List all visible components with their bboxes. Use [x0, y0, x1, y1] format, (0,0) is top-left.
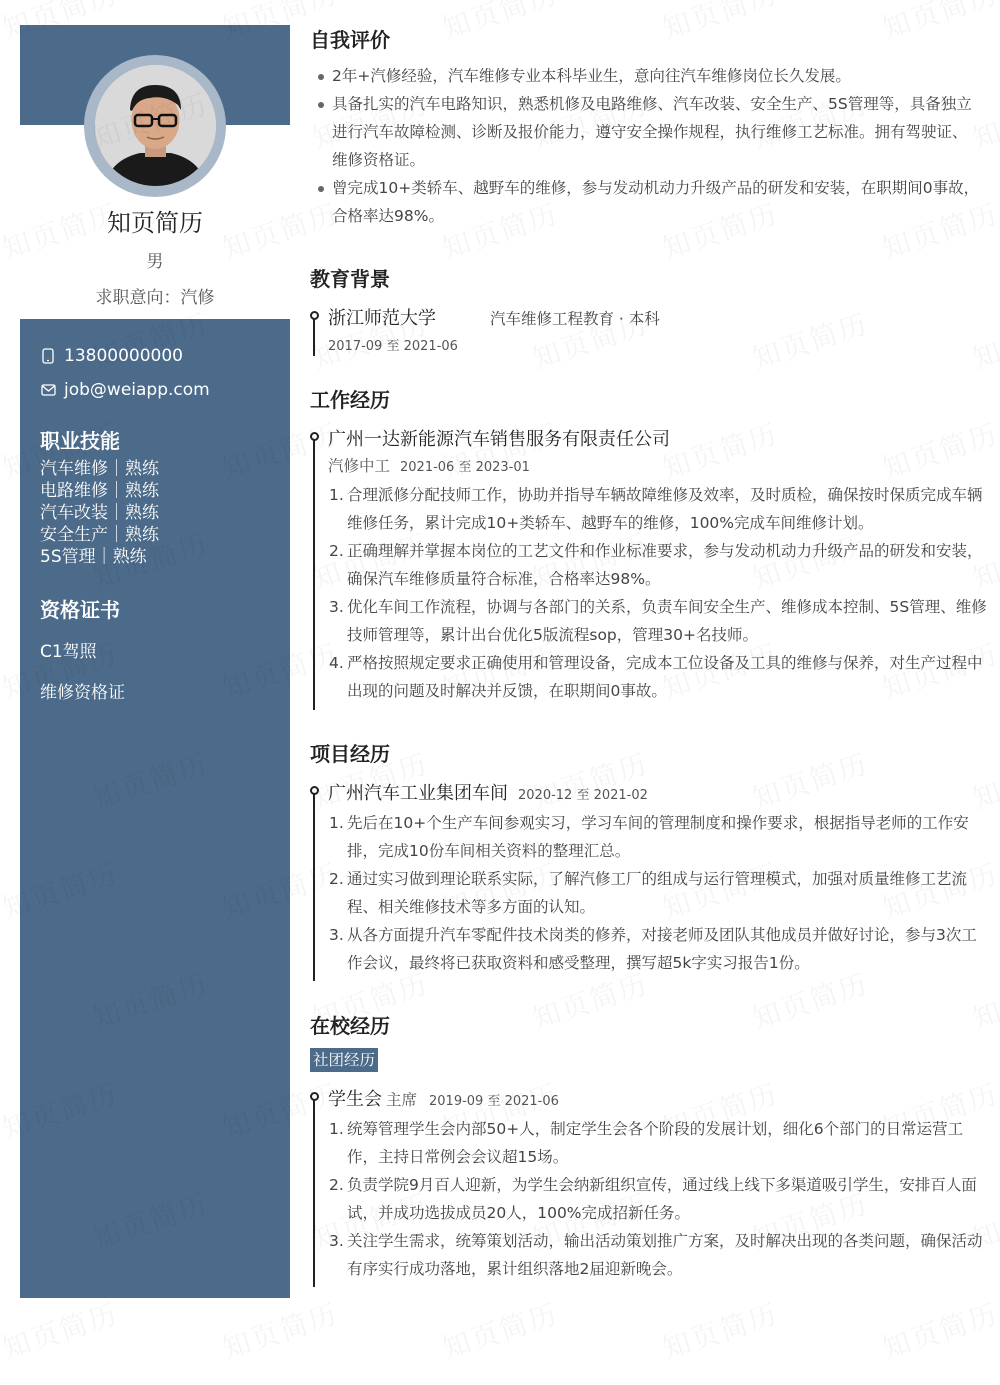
cert-item: C1驾照 — [40, 642, 97, 662]
watermark-text — [747, 742, 874, 817]
mail-icon — [40, 382, 56, 398]
timeline-dot — [310, 432, 319, 441]
work-duties — [329, 481, 987, 705]
skill-item: 汽车改装 ｜熟练 — [40, 503, 159, 523]
skills-list — [40, 458, 159, 568]
skill-item: 5S管理 ｜熟练 — [40, 547, 147, 567]
timeline-line — [313, 791, 315, 981]
watermark-text — [657, 0, 784, 48]
watermark-text — [877, 0, 1000, 48]
certs-title: 资格证书 — [40, 598, 120, 622]
work-entry — [328, 425, 670, 451]
avatar — [95, 65, 216, 186]
skill-item: 汽车维修 ｜熟练 — [40, 459, 159, 479]
project-name: 广州汽车工业集团车间 — [328, 783, 508, 804]
education-entry — [328, 304, 660, 330]
phone-icon — [40, 348, 56, 364]
list-item: 1. 统筹管理学生会内部50+人，制定学生会各个阶段的发展计划，细化6个部门的日常运营工作，主持日常例会会议超15场。 — [329, 1120, 964, 1166]
campus-title: 在校经历 — [310, 1014, 390, 1038]
phone-number: 13800000000 — [64, 346, 183, 366]
email-address: job@weiapp.com — [64, 380, 210, 400]
timeline-line — [313, 1097, 315, 1287]
watermark-text — [967, 302, 1000, 377]
campus-role: 主席 — [386, 1091, 418, 1109]
list-item: 3. 从各方面提升汽车零配件技术岗类的修养，对接老师及团队其他成员并做好讨论，参与3次工作会议，最终将已获取资料和感受整理，撰写超5k字实习报告1份。 — [329, 926, 977, 972]
sidebar — [20, 25, 290, 1298]
list-item: 3. 关注学生需求，统筹策划活动，输出活动策划推广方案，及时解决出现的各类问题，确保活动有序实行成功落地，累计组织落地2届迎新晚会。 — [329, 1232, 983, 1278]
watermark-text — [657, 1292, 784, 1367]
skills-title: 职业技能 — [40, 429, 120, 453]
timeline-dot — [310, 311, 319, 320]
job-role: 汽修中工 — [328, 457, 391, 475]
work-role-row — [328, 454, 530, 476]
work-date: 2021-06 至 2023-01 — [400, 460, 530, 475]
campus-entry — [328, 1085, 559, 1111]
self-eval-title: 自我评价 — [310, 28, 390, 52]
timeline-dot — [310, 786, 319, 795]
skill-item: 电路维修 ｜熟练 — [40, 481, 159, 501]
work-title: 工作经历 — [310, 388, 390, 412]
watermark-text — [877, 412, 1000, 487]
education-date: 2017-09 至 2021-06 — [328, 339, 458, 354]
sidebar-body — [20, 319, 290, 1298]
timeline-line — [313, 316, 315, 356]
school-name: 浙江师范大学 — [328, 308, 436, 329]
education-date-row — [328, 335, 458, 354]
watermark-text — [747, 302, 874, 377]
club-tag: 社团经历 — [310, 1048, 378, 1072]
skill-item: 安全生产 ｜熟练 — [40, 525, 159, 545]
campus-duties — [329, 1115, 987, 1283]
job-intent: 求职意向：汽修 — [95, 288, 215, 308]
project-title: 项目经历 — [310, 742, 390, 766]
list-item: 2. 通过实习做到理论联系实际，了解汽修工厂的组成与运行管理模式，加强对质量维修工艺流程、相关维修技术等多方面的认知。 — [329, 870, 968, 916]
list-item: 2. 负责学院9月百人迎新，为学生会纳新组织宣传，通过线上线下多渠道吸引学生，安排百人面试，并成功选拔成员20人，100%完成招新任务。 — [329, 1176, 977, 1222]
watermark-text — [217, 1292, 344, 1367]
phone-contact — [40, 346, 183, 366]
watermark-text — [0, 1292, 123, 1367]
self-eval-list — [332, 62, 980, 230]
list-item: 3. 优化车间工作流程，协调与各部门的关系，负责车间安全生产、维修成本控制、5S管理、维修技师管理等，累计出台优化5版流程sop，管理30+名技师。 — [329, 598, 987, 644]
company-name: 广州一达新能源汽车销售服务有限责任公司 — [328, 429, 670, 450]
project-date: 2020-12 至 2021-02 — [518, 788, 648, 803]
watermark-text — [657, 412, 784, 487]
candidate-gender: 男 — [146, 252, 164, 272]
cert-item: 维修资格证 — [40, 683, 125, 703]
project-entry — [328, 779, 648, 805]
timeline-line — [313, 437, 315, 710]
list-item: 2年+汽修经验，汽车维修专业本科毕业生，意向往汽车维修岗位长久发展。 — [332, 62, 980, 90]
email-contact — [40, 380, 210, 400]
campus-org: 学生会 — [328, 1089, 382, 1110]
campus-date: 2019-09 至 2021-06 — [429, 1094, 559, 1109]
watermark-text — [437, 0, 564, 48]
watermark-text — [437, 1292, 564, 1367]
list-item: 具备扎实的汽车电路知识，熟悉机修及电路维修、汽车改装、安全生产、5S管理等，具备独立进行汽车故障检测、诊断及报价能力，遵守安全操作规程，执行维修工艺标准。拥有驾驶证、维修资格证。 — [332, 90, 980, 174]
major: 汽车维修工程教育 · 本科 — [490, 310, 660, 328]
list-item: 4. 严格按照规定要求正确使用和管理设备，完成本工位设备及工具的维修与保养，对生产过程中出现的问题及时解决并反馈，在职期间0事故。 — [329, 654, 983, 700]
list-item: 2. 正确理解并掌握本岗位的工艺文件和作业标准要求，参与发动机动力升级产品的研发和安装，确保汽车维修质量符合标准，合格率达98%。 — [329, 542, 983, 588]
list-item: 1. 合理派修分配技师工作，协助并指导车辆故障维修及效率，及时质检，确保按时保质完成车辆维修任务，累计完成10+类轿车、越野车的维修，100%完成车间维修计划。 — [329, 486, 983, 532]
watermark-text — [967, 742, 1000, 817]
list-item: 1. 先后在10+个生产车间参观实习，学习车间的管理制度和操作要求，根据指导老师的工作安排，完成10份车间相关资料的整理汇总。 — [329, 814, 969, 860]
watermark-text — [877, 1292, 1000, 1367]
education-title: 教育背景 — [310, 267, 390, 291]
candidate-name: 知页简历 — [107, 209, 203, 237]
list-item: 曾完成10+类轿车、越野车的维修，参与发动机动力升级产品的研发和安装，在职期间0事故，合格率达98%。 — [332, 174, 980, 230]
timeline-dot — [310, 1092, 319, 1101]
project-duties — [329, 809, 987, 977]
